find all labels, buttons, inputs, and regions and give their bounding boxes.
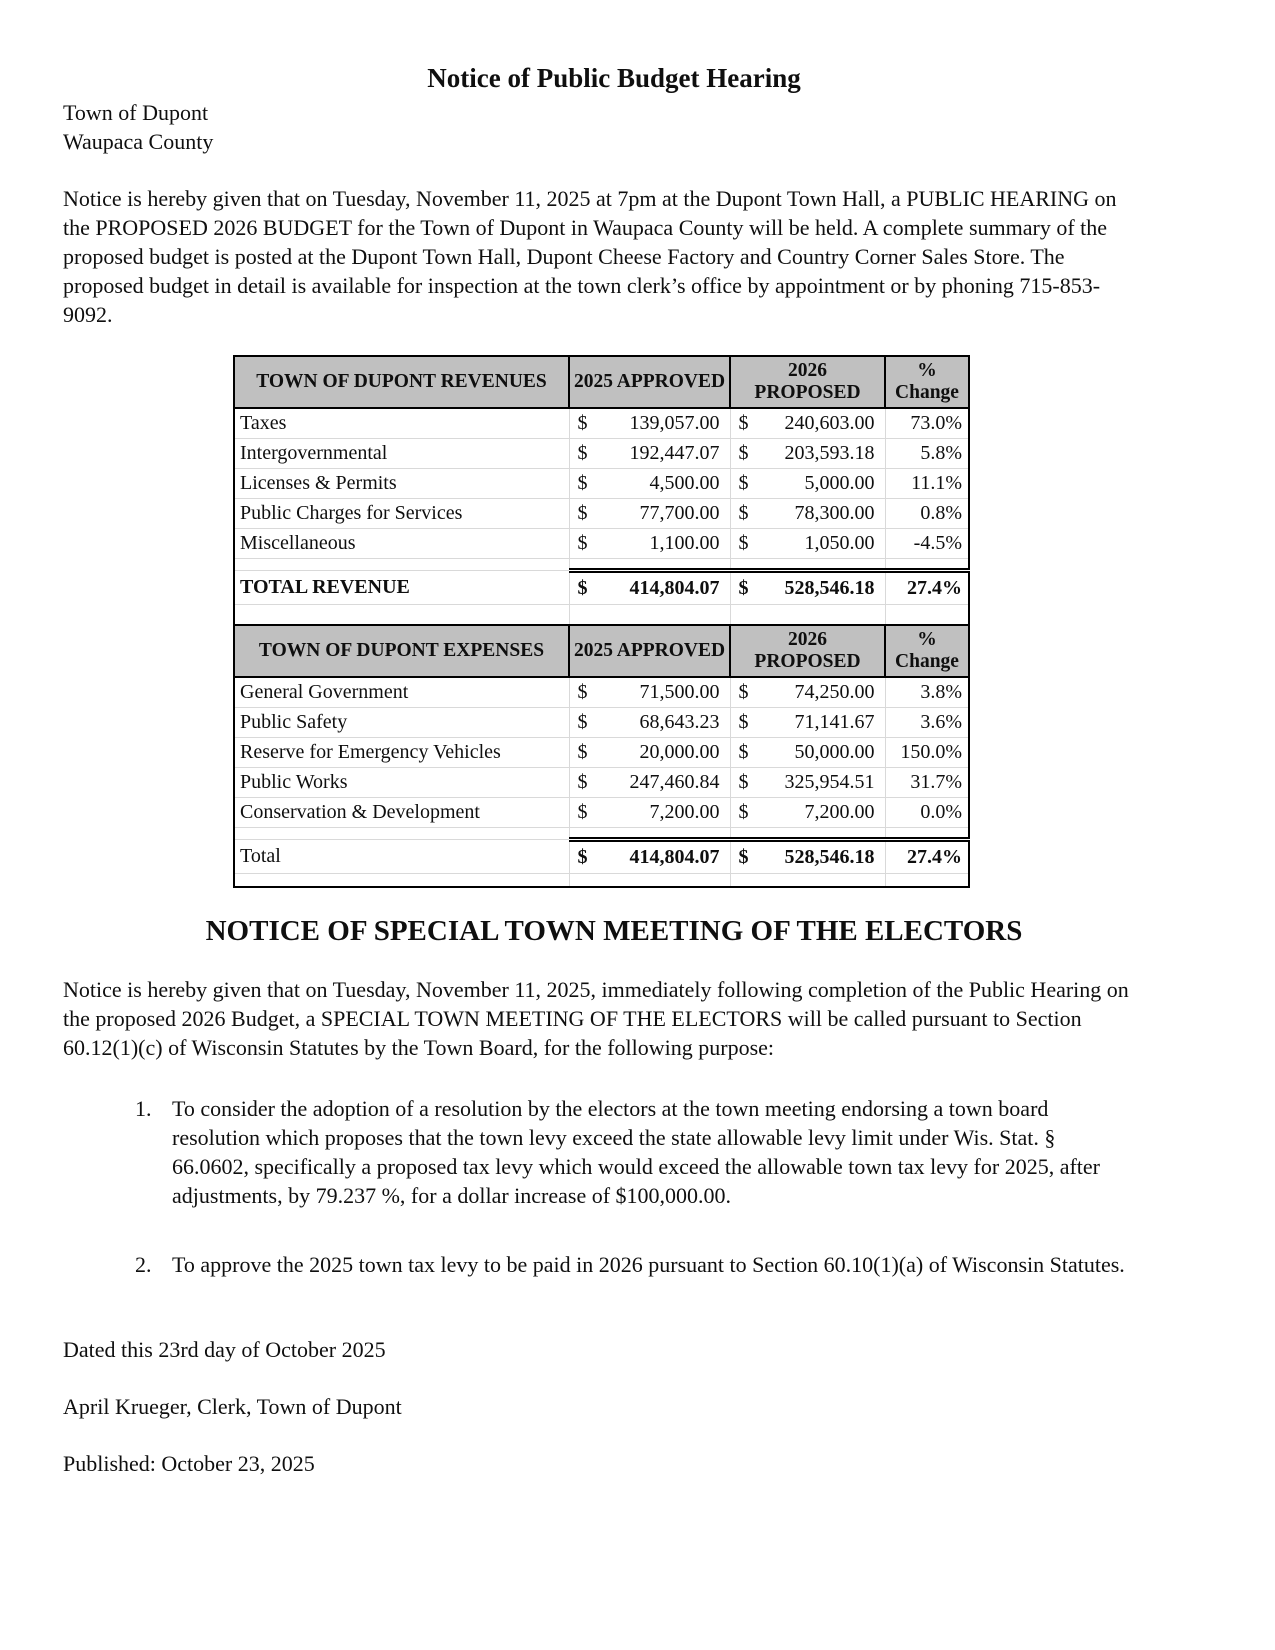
table-row — [234, 439, 969, 469]
spacer-row — [234, 559, 969, 571]
budget-tables — [233, 355, 1195, 888]
dollar-sign: $ — [577, 442, 588, 464]
row-label: Public Safety — [234, 708, 569, 738]
dollar-sign: $ — [738, 577, 749, 599]
approved-amount: $ 414,804.07 — [569, 571, 730, 605]
dollar-sign: $ — [577, 681, 588, 703]
table-row — [234, 469, 969, 499]
dollar-sign: $ — [738, 472, 749, 494]
dollar-sign: $ — [738, 502, 749, 524]
row-label: TOTAL REVENUE — [234, 571, 569, 605]
row-label: Public Works — [234, 768, 569, 798]
dollar-sign: $ — [577, 532, 588, 554]
dollar-sign: $ — [577, 472, 588, 494]
table-row — [234, 408, 969, 439]
percent-change: 3.8% — [885, 677, 969, 708]
list-item-number: 1. — [135, 1096, 152, 1121]
dollar-sign: $ — [738, 532, 749, 554]
percent-change: 5.8% — [885, 439, 969, 469]
list-item-text: To consider the adoption of a resolution by the electors at the town meeting endorsing a town board resolution which proposes that the town levy exceed the state allowable levy limit under Wis. Stat. § 66.0602, specifically a proposed tax levy which would exceed the allowable town tax levy for 2025, after adjustments, by 79.237 %, for a dollar increase of $100,000.00. — [172, 1096, 1100, 1208]
percent-change: 27.4% — [885, 840, 969, 874]
expenses-header-row — [234, 625, 969, 677]
row-label: Intergovernmental — [234, 439, 569, 469]
proposed-amount: $ 50,000.00 — [730, 738, 885, 768]
row-label: Conservation & Development — [234, 798, 569, 828]
dollar-sign: $ — [738, 681, 749, 703]
approved-amount: $ 139,057.00 — [569, 408, 730, 439]
approved-amount: $ 192,447.07 — [569, 439, 730, 469]
approved-amount: $ 1,100.00 — [569, 529, 730, 559]
dollar-sign: $ — [577, 771, 588, 793]
approved-amount: $ 7,200.00 — [569, 798, 730, 828]
special-meeting-paragraph: Notice is hereby given that on Tuesday, November 11, 2025, immediately following completion of the Public Hearing on the proposed 2026 Budget, a SPECIAL TOWN MEETING OF THE ELECTORS will be called pursuant to Section 60.12(1)(c) of Wisconsin Statutes by the Town Board, for the following purpose: — [63, 977, 1129, 1060]
table-row — [234, 738, 969, 768]
proposed-amount: $ 74,250.00 — [730, 677, 885, 708]
dollar-sign: $ — [738, 711, 749, 733]
proposed-amount: $ 240,603.00 — [730, 408, 885, 439]
section-gap-row — [234, 605, 969, 626]
total-expenses-row — [234, 840, 969, 874]
revenues-title-cell: TOWN OF DUPONT REVENUES — [234, 356, 569, 408]
budget-table — [233, 355, 970, 888]
revenues-col-2025: 2025 APPROVED — [569, 356, 730, 408]
approved-amount: $ 71,500.00 — [569, 677, 730, 708]
proposed-amount: $ 5,000.00 — [730, 469, 885, 499]
proposed-amount: $ 71,141.67 — [730, 708, 885, 738]
list-item-text: To approve the 2025 town tax levy to be paid in 2026 pursuant to Section 60.10(1)(a) of Wisconsin Statutes. — [172, 1252, 1125, 1277]
town-name: Town of Dupont — [63, 100, 209, 125]
percent-change: 27.4% — [885, 571, 969, 605]
percent-change: 11.1% — [885, 469, 969, 499]
row-label: General Government — [234, 677, 569, 708]
expenses-col-2026: 2026 PROPOSED — [730, 625, 885, 677]
special-meeting-heading: NOTICE OF SPECIAL TOWN MEETING OF THE ELECTORS — [205, 915, 1023, 947]
expenses-col-change: % Change — [885, 625, 969, 677]
row-label: Public Charges for Services — [234, 499, 569, 529]
table-row — [234, 798, 969, 828]
expenses-col-2025: 2025 APPROVED — [569, 625, 730, 677]
list-item-number: 2. — [135, 1252, 152, 1277]
dollar-sign: $ — [577, 711, 588, 733]
proposed-amount: $ 1,050.00 — [730, 529, 885, 559]
percent-change: 0.8% — [885, 499, 969, 529]
approved-amount: $ 247,460.84 — [569, 768, 730, 798]
approved-amount: $ 414,804.07 — [569, 840, 730, 874]
table-row — [234, 529, 969, 559]
dollar-sign: $ — [577, 801, 588, 823]
revenues-col-change: % Change — [885, 356, 969, 408]
percent-change: 3.6% — [885, 708, 969, 738]
proposed-amount: $ 528,546.18 — [730, 840, 885, 874]
row-label: Taxes — [234, 408, 569, 439]
dollar-sign: $ — [738, 846, 749, 868]
proposed-amount: $ 528,546.18 — [730, 571, 885, 605]
list-item — [135, 1250, 1125, 1279]
expenses-title-cell: TOWN OF DUPONT EXPENSES — [234, 625, 569, 677]
dollar-sign: $ — [738, 412, 749, 434]
dollar-sign: $ — [738, 442, 749, 464]
proposed-amount: $ 7,200.00 — [730, 798, 885, 828]
page-title: Notice of Public Budget Hearing — [427, 63, 801, 93]
revenues-col-2026: 2026 PROPOSED — [730, 356, 885, 408]
spacer-row — [234, 874, 969, 888]
table-row — [234, 677, 969, 708]
proposed-amount: $ 203,593.18 — [730, 439, 885, 469]
dollar-sign: $ — [577, 577, 588, 599]
percent-change: 0.0% — [885, 798, 969, 828]
hearing-notice-paragraph: Notice is hereby given that on Tuesday, November 11, 2025 at 7pm at the Dupont Town Hall, a PUBLIC HEARING on the PROPOSED 2026 BUDGET for the Town of Dupont in Waupaca County will be held. A complete summary of the proposed budget is posted at the Dupont Town Hall, Dupont Cheese Factory and Country Corner Sales Store. The proposed budget in detail is available for inspection at the town clerk’s office by appointment or by phoning 715-853-9092. — [63, 186, 1117, 327]
percent-change: 31.7% — [885, 768, 969, 798]
dollar-sign: $ — [738, 801, 749, 823]
purpose-list — [63, 1094, 1195, 1279]
county-name: Waupaca County — [63, 129, 214, 154]
clerk-line: April Krueger, Clerk, Town of Dupont — [63, 1394, 402, 1419]
dated-line: Dated this 23rd day of October 2025 — [63, 1337, 386, 1362]
dollar-sign: $ — [577, 412, 588, 434]
dollar-sign: $ — [577, 502, 588, 524]
approved-amount: $ 68,643.23 — [569, 708, 730, 738]
row-label: Reserve for Emergency Vehicles — [234, 738, 569, 768]
total-revenue-row — [234, 571, 969, 605]
list-item — [135, 1094, 1125, 1210]
proposed-amount: $ 325,954.51 — [730, 768, 885, 798]
published-line: Published: October 23, 2025 — [63, 1451, 315, 1476]
dollar-sign: $ — [577, 846, 588, 868]
proposed-amount: $ 78,300.00 — [730, 499, 885, 529]
table-row — [234, 768, 969, 798]
spacer-row — [234, 828, 969, 840]
row-label: Total — [234, 840, 569, 874]
approved-amount: $ 20,000.00 — [569, 738, 730, 768]
table-row — [234, 708, 969, 738]
percent-change: 73.0% — [885, 408, 969, 439]
approved-amount: $ 77,700.00 — [569, 499, 730, 529]
dollar-sign: $ — [738, 741, 749, 763]
row-label: Miscellaneous — [234, 529, 569, 559]
issuer-block — [63, 98, 1195, 156]
revenues-header-row — [234, 356, 969, 408]
percent-change: -4.5% — [885, 529, 969, 559]
dollar-sign: $ — [577, 741, 588, 763]
row-label: Licenses & Permits — [234, 469, 569, 499]
percent-change: 150.0% — [885, 738, 969, 768]
table-row — [234, 499, 969, 529]
approved-amount: $ 4,500.00 — [569, 469, 730, 499]
dollar-sign: $ — [738, 771, 749, 793]
